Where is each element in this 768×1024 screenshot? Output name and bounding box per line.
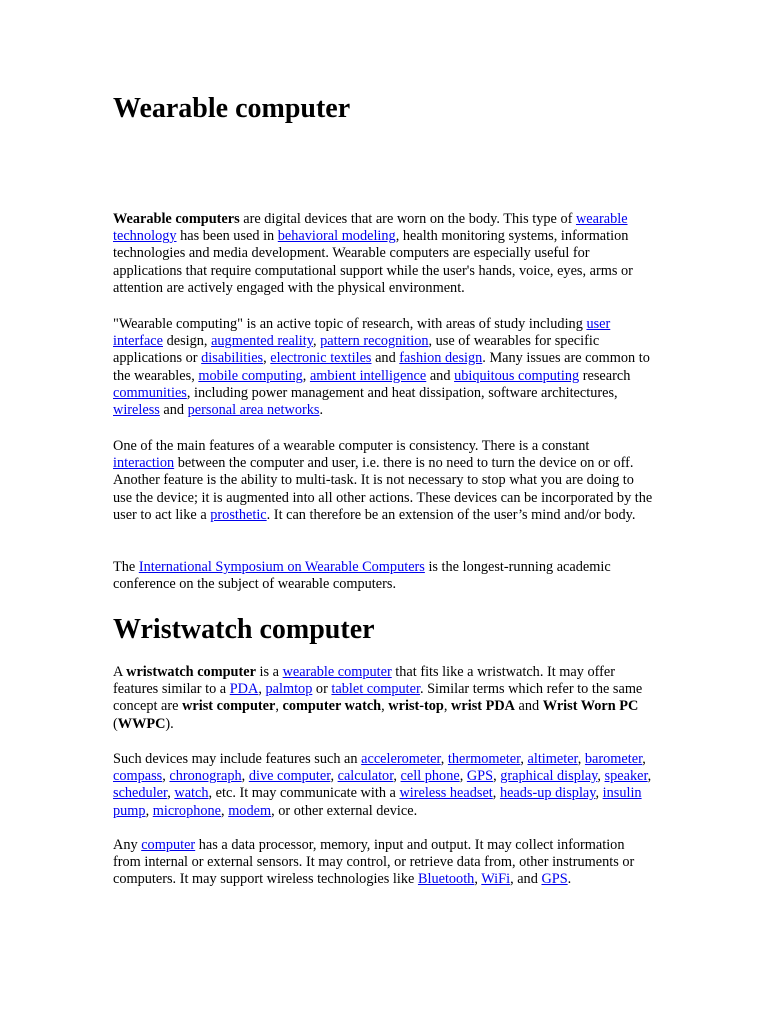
text-run: , bbox=[241, 768, 249, 785]
text-run: , bbox=[459, 768, 467, 785]
link-fashion-design[interactable]: fashion design bbox=[399, 350, 483, 367]
text-run: ). bbox=[165, 715, 174, 732]
link-thermometer[interactable]: thermometer bbox=[447, 751, 521, 767]
text-run: , bbox=[312, 333, 321, 350]
section2-paragraph-1 bbox=[113, 664, 653, 733]
text-run: , bbox=[520, 751, 528, 767]
section-title-wearable-computer: Wearable computer bbox=[113, 93, 351, 124]
text-run: , bbox=[275, 698, 283, 715]
link-wireless-headset[interactable]: wireless headset bbox=[399, 785, 493, 802]
bold-term: wrist PDA bbox=[451, 698, 515, 715]
text-run: . Many issues are common to the wearables, bbox=[113, 350, 650, 384]
bold-term: WWPC bbox=[117, 715, 166, 732]
bold-term: wristwatch computer bbox=[126, 664, 256, 680]
section2-paragraph-2 bbox=[113, 751, 653, 820]
link-gps-2[interactable]: GPS bbox=[541, 871, 568, 888]
text-run: A bbox=[113, 664, 127, 680]
text-run: , bbox=[258, 681, 266, 698]
link-watch[interactable]: watch bbox=[174, 785, 209, 802]
link-tablet-computer[interactable]: tablet computer bbox=[331, 681, 420, 698]
text-run: , bbox=[381, 698, 389, 715]
text-run: and bbox=[426, 367, 455, 384]
text-run: , use of wearables for specific applications or bbox=[113, 333, 600, 367]
text-run: . It can therefore be an extension of the user’s mind and/or body. bbox=[266, 506, 636, 523]
text-run: that fits like a wristwatch. It may offer features similar to a bbox=[113, 664, 615, 698]
text-run: , including power management and heat dissipation, software architectures, bbox=[186, 384, 618, 401]
link-insulin-pump[interactable]: insulin pump bbox=[113, 785, 642, 819]
text-run: . Similar terms which refer to the same concept are bbox=[113, 681, 643, 715]
text-run: . bbox=[567, 871, 572, 888]
text-run: , bbox=[474, 871, 482, 888]
text-run: ( bbox=[113, 715, 118, 732]
link-personal-area-networks[interactable]: personal area networks bbox=[187, 402, 320, 419]
text-run: "Wearable computing" is an active topic of research, with areas of study including bbox=[113, 316, 587, 332]
link-altimeter[interactable]: altimeter bbox=[527, 751, 578, 767]
link-augmented-reality[interactable]: augmented reality bbox=[211, 333, 313, 350]
link-interaction[interactable]: interaction bbox=[113, 455, 175, 472]
text-run: , bbox=[597, 768, 605, 785]
text-run: , bbox=[263, 350, 271, 367]
link-scheduler[interactable]: scheduler bbox=[113, 785, 168, 802]
text-run: design, bbox=[163, 333, 212, 350]
bold-term: computer watch bbox=[282, 698, 382, 715]
text-run: , etc. It may communicate with a bbox=[208, 785, 400, 802]
link-modem[interactable]: modem bbox=[228, 802, 272, 819]
link-behavioral-modeling[interactable]: behavioral modeling bbox=[277, 228, 396, 245]
link-palmtop[interactable]: palmtop bbox=[265, 681, 313, 698]
link-compass[interactable]: compass bbox=[113, 768, 163, 785]
text-run: , bbox=[577, 751, 585, 767]
link-barometer[interactable]: barometer bbox=[584, 751, 643, 767]
link-wireless[interactable]: wireless bbox=[113, 402, 160, 419]
section1-paragraph-1 bbox=[113, 211, 653, 297]
link-speaker[interactable]: speaker bbox=[604, 768, 648, 785]
text-run: is the longest-running academic conference on the subject of wearable computers. bbox=[113, 559, 611, 593]
link-ambient-intelligence[interactable]: ambient intelligence bbox=[309, 367, 427, 384]
link-chronograph[interactable]: chronograph bbox=[169, 768, 242, 785]
text-run: has been used in bbox=[176, 228, 278, 245]
text-run: research bbox=[579, 367, 631, 384]
link-mobile-computing[interactable]: mobile computing bbox=[198, 367, 303, 384]
link-ubiquitous-computing[interactable]: ubiquitous computing bbox=[454, 367, 580, 384]
section-title-wristwatch-computer: Wristwatch computer bbox=[113, 614, 375, 645]
link-computer[interactable]: computer bbox=[141, 837, 196, 853]
text-run: . bbox=[319, 402, 324, 419]
text-run: Any bbox=[113, 837, 142, 853]
text-run: , bbox=[595, 785, 603, 802]
link-pattern-recognition[interactable]: pattern recognition bbox=[320, 333, 429, 350]
link-pda[interactable]: PDA bbox=[229, 681, 259, 698]
link-microphone[interactable]: microphone bbox=[152, 802, 222, 819]
link-communities[interactable]: communities bbox=[113, 384, 187, 401]
text-run: and bbox=[159, 402, 188, 419]
text-run: , bbox=[642, 751, 646, 767]
text-run: are digital devices that are worn on the body. This type of bbox=[239, 211, 576, 227]
link-cell-phone[interactable]: cell phone bbox=[400, 768, 460, 785]
section1-paragraph-4 bbox=[113, 559, 653, 593]
link-electronic-textiles[interactable]: electronic textiles bbox=[270, 350, 372, 367]
link-international-symposium-on-wearable-computers[interactable]: International Symposium on Wearable Computers bbox=[138, 559, 425, 575]
text-run: , bbox=[221, 802, 229, 819]
bold-term: wrist computer bbox=[182, 698, 276, 715]
bold-term: Wearable computers bbox=[113, 211, 240, 227]
text-run: , bbox=[647, 768, 652, 785]
link-user-interface[interactable]: user interface bbox=[113, 316, 611, 350]
text-run: , bbox=[393, 768, 401, 785]
link-disabilities[interactable]: disabilities bbox=[201, 350, 264, 367]
text-run: , bbox=[145, 802, 153, 819]
link-prosthetic[interactable]: prosthetic bbox=[210, 506, 267, 523]
section2-paragraph-3 bbox=[113, 837, 653, 889]
text-run: or bbox=[312, 681, 332, 698]
text-run: The bbox=[113, 559, 139, 575]
link-calculator[interactable]: calculator bbox=[337, 768, 394, 785]
link-graphical-display[interactable]: graphical display bbox=[500, 768, 598, 785]
text-run: has a data processor, memory, input and output. It may collect information from internal or external sensors. It may control, or retrieve data from, other instruments or computers. It may support wireless technologies like bbox=[113, 837, 635, 888]
link-dive-computer[interactable]: dive computer bbox=[248, 768, 331, 785]
text-run: , bbox=[492, 785, 500, 802]
text-run: , bbox=[443, 698, 452, 715]
text-run: , health monitoring systems, information technologies and media development. Wearable computers are especially useful for applications that require computational support while the user's hands, voice, eyes, arms or attention are actively engaged with the physical environment. bbox=[113, 228, 633, 296]
link-gps[interactable]: GPS bbox=[466, 768, 494, 785]
link-heads-up-display[interactable]: heads-up display bbox=[499, 785, 596, 802]
text-run: , or other external device. bbox=[271, 802, 418, 819]
text-run: , bbox=[493, 768, 501, 785]
text-run: One of the main features of a wearable computer is consistency. There is a constant bbox=[113, 438, 590, 454]
text-run: between the computer and user, i.e. there is no need to turn the device on or off. Another feature is the ability to multi-task. It is not necessary to stop what you are doing to use the device; it is augmented into all other actions. These devices can be incorporated by the user to act like a bbox=[113, 455, 653, 523]
text-run: Such devices may include features such an bbox=[113, 751, 362, 767]
text-run: and bbox=[514, 698, 543, 715]
link-bluetooth[interactable]: Bluetooth bbox=[417, 871, 475, 888]
text-run: , bbox=[440, 751, 448, 767]
link-wearable-computer[interactable]: wearable computer bbox=[282, 664, 392, 680]
text-run: , bbox=[302, 367, 310, 384]
text-run: , and bbox=[510, 871, 542, 888]
link-wearable-technology[interactable]: wearable technology bbox=[113, 211, 628, 245]
text-run: , bbox=[330, 768, 338, 785]
link-wifi[interactable]: WiFi bbox=[481, 871, 511, 888]
text-run: , bbox=[167, 785, 175, 802]
bold-term: wrist-top bbox=[388, 698, 444, 715]
text-run: is a bbox=[255, 664, 283, 680]
section1-paragraph-3 bbox=[113, 438, 653, 524]
text-run: and bbox=[371, 350, 400, 367]
bold-term: Wrist Worn PC bbox=[542, 698, 639, 715]
text-run: , bbox=[162, 768, 170, 785]
section1-paragraph-2 bbox=[113, 316, 653, 419]
link-accelerometer[interactable]: accelerometer bbox=[361, 751, 441, 767]
